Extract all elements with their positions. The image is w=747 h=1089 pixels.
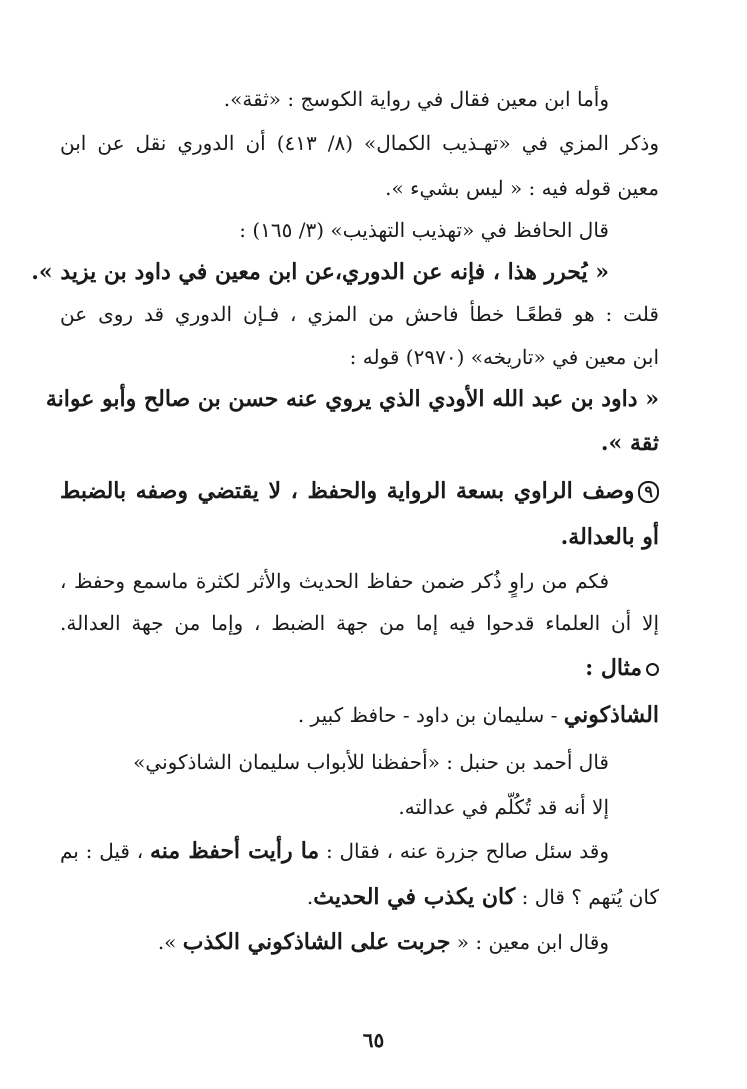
text-line: معين قوله فيه : « ليس بشيء ». bbox=[385, 176, 659, 200]
page-number: ٦٥ bbox=[362, 1028, 385, 1052]
text-emphasis: جربت على الشاذكوني الكذب bbox=[182, 929, 451, 955]
bullet-icon bbox=[646, 663, 659, 676]
text-emphasis: ما رأيت أحفظ منه bbox=[150, 838, 320, 864]
text-line bbox=[60, 836, 609, 866]
example-heading bbox=[60, 653, 659, 683]
text-line bbox=[60, 882, 659, 912]
text-segment: ، قيل : بم bbox=[60, 839, 150, 863]
text-line: « داود بن عبد الله الأودي الذي يروي عنه حسن بن صالح وأبو عوانة bbox=[45, 386, 659, 412]
text-line: « يُحرر هذا ، فإنه عن الدوري،عن ابن معين في داود بن يزيد ». bbox=[31, 259, 609, 285]
text-line: قلت : هو قطعًـا خطأ فاحش من المزي ، فـإن الدوري قد روى عن bbox=[60, 302, 659, 326]
text-segment: وقال ابن معين : « bbox=[450, 930, 609, 954]
section-heading bbox=[60, 476, 659, 506]
text-segment: وقد سئل صالح جزرة عنه ، فقال : bbox=[319, 839, 609, 863]
text-segment: . bbox=[306, 885, 314, 909]
text-line: وذكر المزي في «تهـذيب الكمال» (٨/ ٤١٣) أن الدوري نقل عن ابن bbox=[60, 131, 659, 155]
section-number: ٩ bbox=[638, 481, 659, 503]
text-line: أو بالعدالة. bbox=[560, 524, 659, 550]
text-line: قال الحافظ في «تهذيب التهذيب» (٣/ ١٦٥) : bbox=[239, 218, 609, 242]
text-emphasis: كان يكذب في الحديث bbox=[313, 884, 516, 910]
text-line: فكم من راوٍ ذُكر ضمن حفاظ الحديث والأثر لكثرة ماسمع وحفظ ، bbox=[60, 569, 609, 593]
narrator-desc: - سليمان بن داود - حافظ كبير . bbox=[297, 703, 564, 727]
text-line: إلا أن العلماء قدحوا فيه إما من جهة الضبط ، وإما من جهة العدالة. bbox=[60, 611, 659, 635]
text-segment: ». bbox=[157, 930, 183, 954]
section-heading-text: وصف الراوي بسعة الرواية والحفظ ، لا يقتضي وصفه بالضبط bbox=[60, 478, 635, 504]
text-line: ابن معين في «تاريخه» (٢٩٧٠) قوله : bbox=[349, 345, 659, 369]
text-line: وأما ابن معين فقال في رواية الكوسج : «ثقة». bbox=[223, 87, 609, 111]
text-line bbox=[60, 927, 609, 957]
text-line: إلا أنه قد تُكُلّم في عدالته. bbox=[398, 795, 609, 819]
example-heading-text: مثال : bbox=[585, 655, 642, 681]
narrator-name: الشاذكوني bbox=[563, 702, 659, 728]
text-segment: كان يُتهم ؟ قال : bbox=[515, 885, 659, 909]
text-line: ثقة ». bbox=[600, 430, 659, 456]
text-line bbox=[60, 700, 659, 730]
text-line: قال أحمد بن حنبل : «أحفظنا للأبواب سليمان الشاذكوني» bbox=[133, 750, 609, 774]
